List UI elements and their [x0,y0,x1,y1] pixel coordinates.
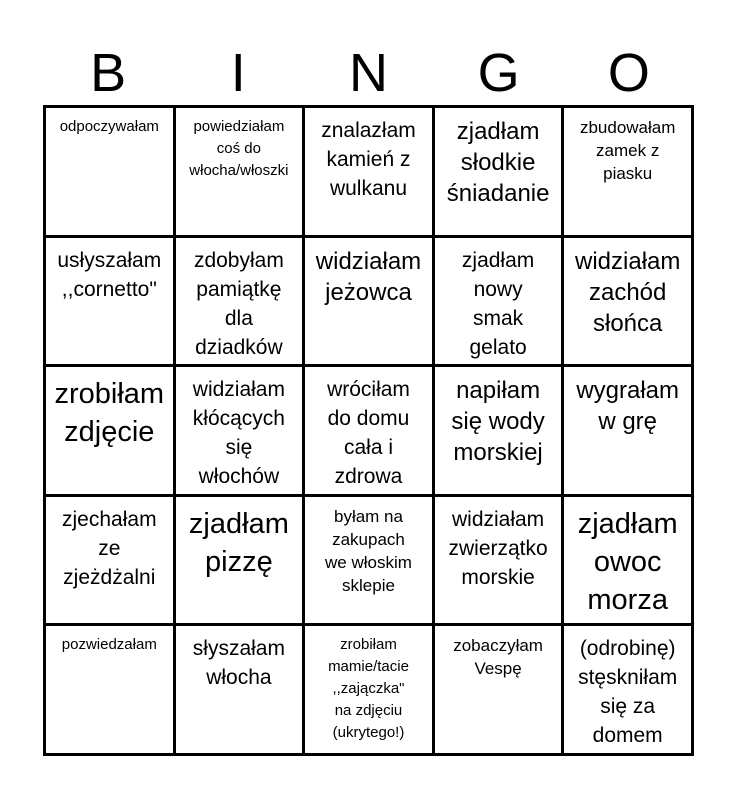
bingo-cell-r2c5[interactable] [564,238,691,365]
header-letter-b: B [90,43,127,103]
header-letter-i: I [230,43,246,103]
header-letter-n: N [348,43,388,103]
bingo-cell-r2c3[interactable] [305,238,432,365]
header-letter-g: G [477,43,520,103]
bingo-cell-r2c2[interactable] [176,238,303,365]
cell-text: pozwiedzałam [61,636,157,654]
cell-text: wygrałam w grę [576,377,680,436]
cell-text: słyszałam włocha [192,637,285,690]
cell-text: usłyszałam ,,cornetto" [57,248,162,301]
bingo-cell-r3c5[interactable] [564,367,691,494]
cell-text: byłam na zakupach we włoskim sklepie [325,506,412,595]
cell-text: odpoczywałam [59,118,159,135]
bingo-board [43,105,694,756]
bingo-cell-r3c1[interactable] [46,367,173,494]
bingo-cell-r4c4[interactable] [435,497,562,624]
bingo-cell-r2c4[interactable] [435,238,562,365]
cell-text: zjadłam nowy smak gelato [461,248,535,359]
bingo-cell-r4c5[interactable] [564,497,691,624]
cell-text: zrobiłam zdjęcie [54,378,165,449]
cell-text: zjechałam ze zjeżdżalni [62,507,157,589]
cell-text: zdobyłam pamiątkę dla dziadków [193,248,284,359]
cell-text: zjadłam owoc morza [577,507,678,616]
bingo-cell-r5c2[interactable] [176,626,303,753]
bingo-cell-r5c1[interactable] [46,626,173,753]
cell-text: zbudowałam zamek z piasku [579,118,676,183]
bingo-cell-r4c2[interactable] [176,497,303,624]
cell-text: (odrobinę) stęskniłam się za domem [578,637,678,748]
cell-text: zobaczyłam Vespę [453,636,543,679]
cell-text: widziałam jeżowca [315,247,422,306]
bingo-cell-r1c1[interactable] [46,108,173,235]
bingo-cell-r1c5[interactable] [564,108,691,235]
bingo-cell-r3c3[interactable] [305,367,432,494]
cell-text: zjadłam słodkie śniadanie [446,118,550,207]
bingo-cell-r5c4[interactable] [435,626,562,753]
cell-text: zrobiłam mamie/tacie ,,zajączka" na zdjęciu (ukrytego!) [328,636,409,742]
cell-text: powiedziałam coś do włocha/włoszki [189,118,289,179]
bingo-cell-r2c1[interactable] [46,238,173,365]
cell-text: znalazłam kamień z wulkanu [321,119,416,200]
bingo-cell-r3c2[interactable] [176,367,303,494]
bingo-cell-r3c4[interactable] [435,367,562,494]
cell-text: widziałam kłócących się włochów [192,378,285,489]
bingo-header [43,40,694,106]
cell-text: napiłam się wody morskiej [451,377,545,467]
bingo-cell-r4c1[interactable] [46,497,173,624]
bingo-cell-r1c3[interactable] [305,108,432,235]
cell-text: widziałam zachód słońca [575,247,681,337]
bingo-cell-r5c5[interactable] [564,626,691,753]
cell-text: wróciłam do domu cała i zdrowa [327,378,410,489]
bingo-cell-r4c3[interactable] [305,497,432,624]
cell-text: widziałam zwierzątko morskie [448,507,548,589]
bingo-cell-r1c4[interactable] [435,108,562,235]
bingo-cell-r5c3[interactable] [305,626,432,753]
cell-text: zjadłam pizzę [188,507,289,578]
header-letter-o: O [607,43,650,103]
bingo-cell-r1c2[interactable] [176,108,303,235]
